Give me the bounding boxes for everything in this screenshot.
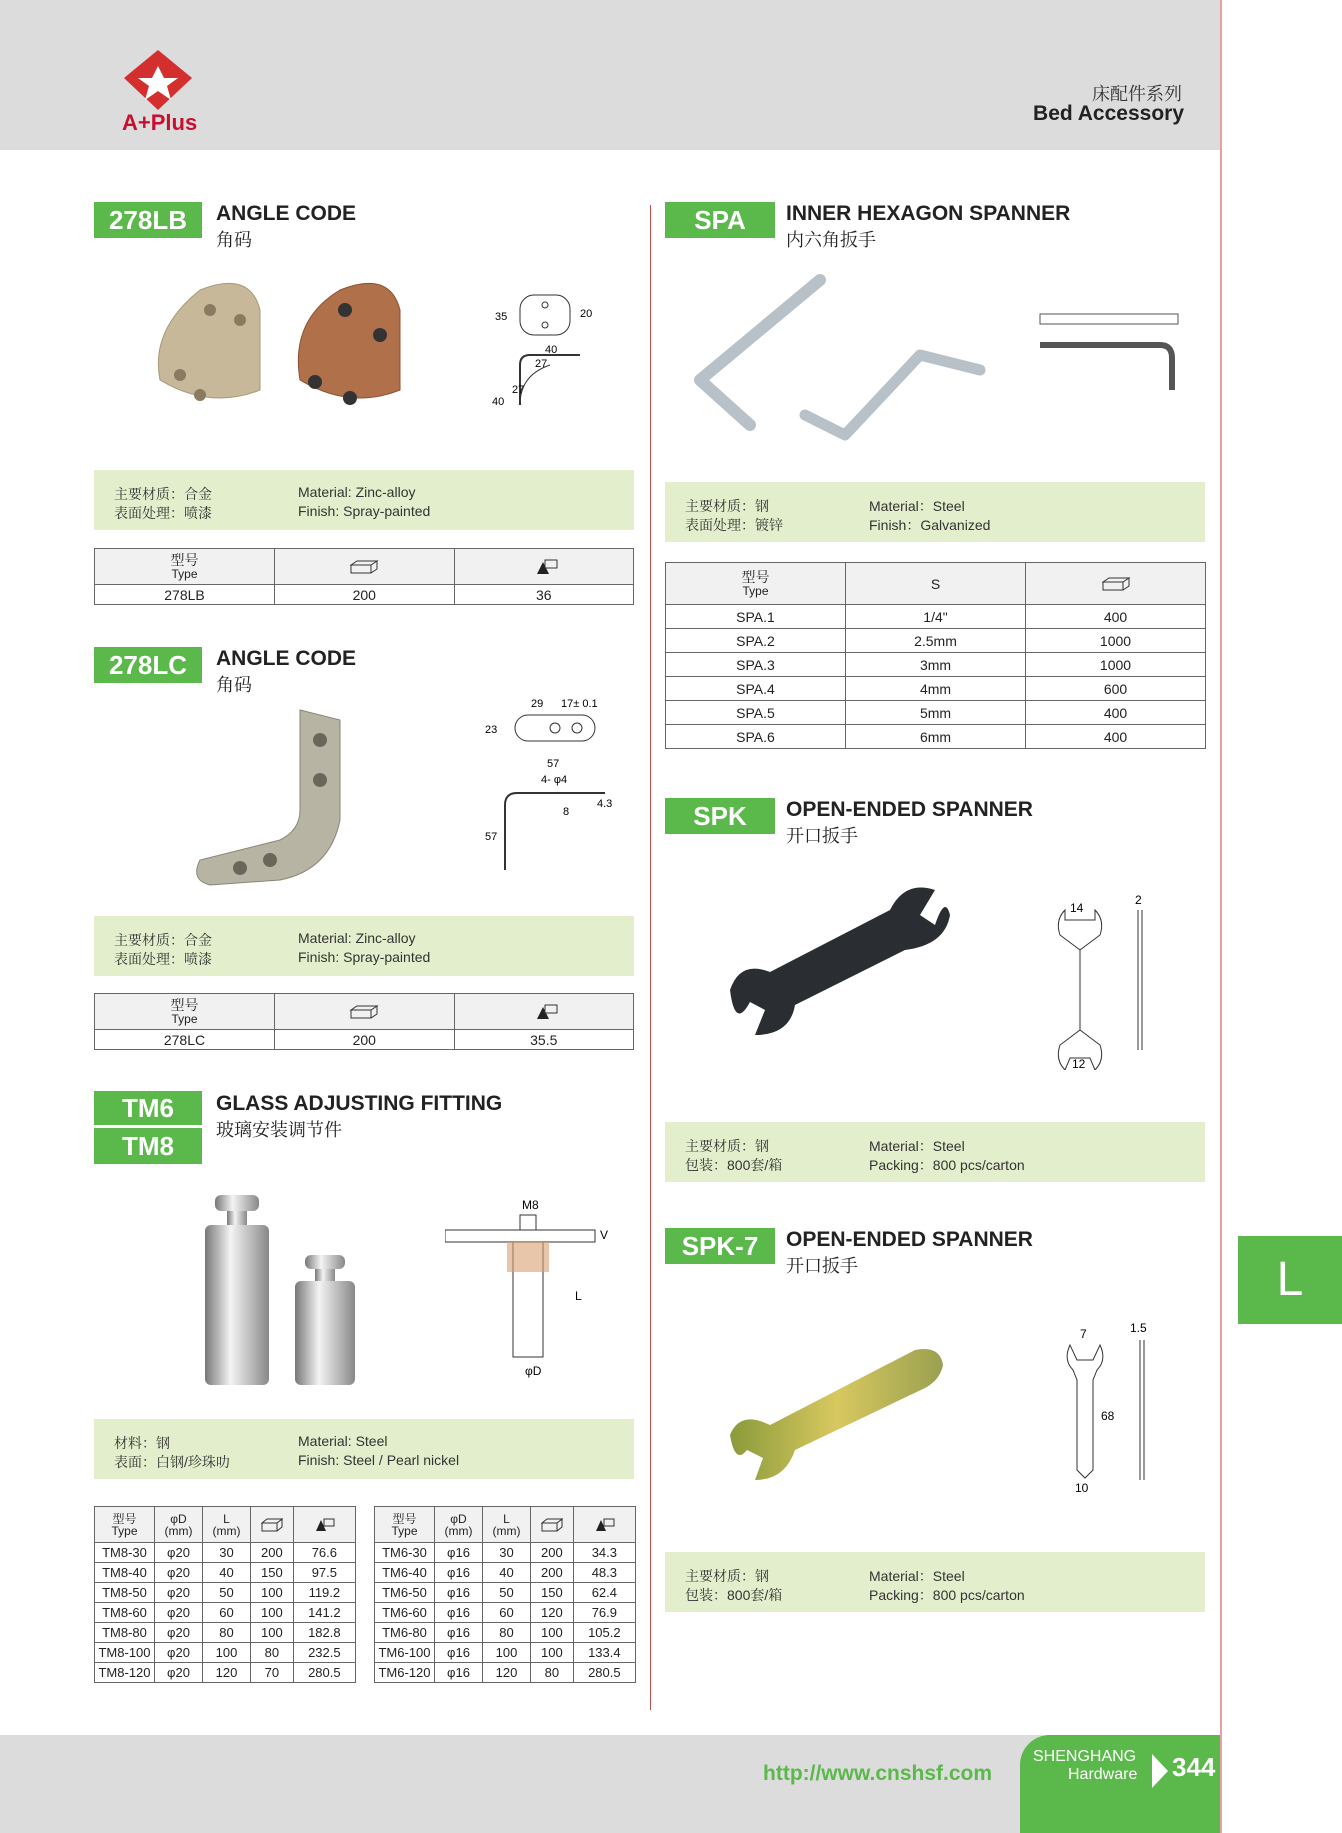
table-cell: 70 [251,1663,294,1683]
table-cell: 48.3 [573,1563,635,1583]
table-cell: TM8-120 [95,1663,155,1683]
table-cell: φ16 [435,1663,483,1683]
spec-finish-en: Finish：Galvanized [869,517,991,533]
table-cell: 97.5 [293,1563,355,1583]
table-row [375,1663,636,1683]
spec-box-tm [94,1419,634,1479]
spec-finish-cn: 表面处理：喷漆 [114,505,212,521]
table-cell: 1000 [1026,653,1206,677]
table-row [666,677,1206,701]
product-title-spa: INNER HEXAGON SPANNER [786,202,1071,225]
table-cell: 100 [483,1643,531,1663]
table-cell: 62.4 [573,1583,635,1603]
table-cell: 100 [203,1643,251,1663]
table-cell: 400 [1026,605,1206,629]
product-code-tm6: TM6 [94,1091,202,1125]
table-cell: TM6-60 [375,1603,435,1623]
col-type-cn: 型号 [170,996,199,1013]
table-cell: 30 [483,1543,531,1563]
table-cell: TM6-30 [375,1543,435,1563]
dim-278lc-1: 29 [531,698,544,710]
table-cell: 182.8 [293,1623,355,1643]
weight-icon [312,1517,336,1533]
table-cell: 100 [251,1583,294,1603]
table-cell: φ20 [155,1543,203,1563]
table-row [666,725,1206,749]
table-row [95,1563,356,1583]
table-cell: φ16 [435,1563,483,1583]
table-tm8 [94,1506,356,1683]
table-cell: SPA.3 [666,653,846,677]
table-cell: 400 [1026,725,1206,749]
spec-finish-en: Finish: Spray-painted [298,949,431,965]
spec-material-cn: 主要材质：钢 [685,1568,769,1584]
table-cell: φ20 [155,1603,203,1623]
dim-tm-m8: M8 [522,1198,539,1212]
dim-278lc-2: 17± 0.1 [561,698,598,710]
spec-packing-cn: 包装：800套/箱 [685,1587,783,1603]
table-cell: 600 [1026,677,1206,701]
table-cell: TM8-30 [95,1543,155,1563]
table-cell: φ16 [435,1623,483,1643]
table-cell: TM8-60 [95,1603,155,1623]
table-cell: SPA.1 [666,605,846,629]
dim-spk7-1: 7 [1080,1327,1087,1341]
col-type-en: Type [742,583,769,598]
col-d-unit: (mm) [164,1523,193,1538]
table-cell: 3mm [846,653,1026,677]
table-cell: 100 [251,1623,294,1643]
table-row [375,1603,636,1623]
table-cell: 80 [251,1643,294,1663]
col-l-unit: (mm) [212,1523,241,1538]
spec-packing-cn: 包装：800套/箱 [685,1157,783,1173]
dim-278lc-8: 57 [485,831,498,843]
section-tab-l: L [1238,1236,1342,1324]
angle-code-drawing [490,285,610,435]
table-cell: 1/4" [846,605,1026,629]
table-cell: 35.5 [454,1030,634,1050]
table-row [95,1623,356,1643]
dim-278lc-5: 4- φ4 [541,774,568,786]
table-cell: 36 [454,585,634,605]
spec-box-spa [665,482,1205,542]
table-cell: 5mm [846,701,1026,725]
spec-box-278lc [94,916,634,976]
table-spa [665,562,1206,749]
col-type-en: Type [171,566,198,581]
table-cell: SPA.4 [666,677,846,701]
spec-material-cn: 主要材质：钢 [685,1138,769,1154]
table-row [666,605,1206,629]
table-cell: 40 [483,1563,531,1583]
table-cell: 141.2 [293,1603,355,1623]
table-cell: 120 [483,1663,531,1683]
table-cell: φ20 [155,1583,203,1603]
dim-spk7-3: 68 [1101,1409,1115,1423]
product-code-spk7: SPK-7 [665,1228,775,1264]
table-cell: TM6-120 [375,1663,435,1683]
product-title-278lb: ANGLE CODE [216,202,357,225]
carton-icon [349,1004,379,1020]
table-cell: φ16 [435,1583,483,1603]
spec-material-en: Material: Zinc-alloy [298,484,416,500]
dim-spk7-2: 1.5 [1130,1321,1147,1335]
col-type-en: Type [111,1523,138,1538]
product-code-spa: SPA [665,202,775,238]
product-code-tm8: TM8 [94,1128,202,1164]
spec-finish-cn: 表面处理：喷漆 [114,951,212,967]
spec-material-cn: 主要材质：钢 [685,498,769,514]
table-cell: SPA.6 [666,725,846,749]
table-cell: 80 [531,1663,574,1683]
product-title-cn-spk7: 开口扳手 [786,1256,858,1276]
table-cell: φ16 [435,1603,483,1623]
product-title-cn-tm: 玻璃安装调节件 [216,1120,342,1140]
dim-spk-2: 2 [1135,893,1142,907]
page-number: 344 [1172,1752,1216,1782]
col-d: φD [170,1511,187,1526]
spec-material-cn: 材料：钢 [114,1435,170,1451]
brand-name: SHENGHANG [1033,1748,1137,1765]
table-cell: 120 [203,1663,251,1683]
table-cell: 150 [531,1583,574,1603]
table-cell: TM8-100 [95,1643,155,1663]
glass-fitting-photo [195,1195,375,1395]
spec-material-cn: 主要材质：合金 [114,932,212,948]
table-cell: 4mm [846,677,1026,701]
table-cell: 120 [531,1603,574,1623]
table-cell: 60 [483,1603,531,1623]
product-code-278lb: 278LB [94,202,202,238]
spec-material-en: Material：Steel [869,1568,965,1584]
table-cell: 30 [203,1543,251,1563]
product-title-cn-spa: 内六角扳手 [786,230,876,250]
table-cell: SPA.2 [666,629,846,653]
carton-icon [349,559,379,575]
product-code-278lc: 278LC [94,647,202,683]
spec-material-en: Material：Steel [869,498,965,514]
spec-finish-cn: 表面处理：镀锌 [685,517,783,533]
table-cell: 133.4 [573,1643,635,1663]
dim-278lc-3: 23 [485,724,498,736]
column-divider [650,205,651,1710]
table-cell: TM8-50 [95,1583,155,1603]
table-cell: 80 [483,1623,531,1643]
table-cell: φ20 [155,1623,203,1643]
table-278lc [94,993,634,1050]
spec-box-spk7 [665,1552,1205,1612]
brand-subname: Hardware [1068,1766,1138,1783]
dim-278lc-7: 8 [563,806,570,818]
table-row [95,1663,356,1683]
table-row [666,653,1206,677]
logo-text: A+Plus [122,110,198,135]
dim-spk7-4: 10 [1075,1481,1089,1495]
table-tm6 [374,1506,636,1683]
table-row [375,1623,636,1643]
table-cell: TM6-80 [375,1623,435,1643]
dim-278lb-2: 20 [580,308,593,320]
table-cell: 400 [1026,701,1206,725]
table-row [95,1603,356,1623]
table-cell: 50 [203,1583,251,1603]
table-row [375,1563,636,1583]
angle-bracket-photo [180,700,380,900]
carton-icon [1101,576,1131,592]
table-cell: 100 [531,1643,574,1663]
table-cell: φ20 [155,1563,203,1583]
table-cell: TM6-100 [375,1643,435,1663]
margin-line [1220,0,1222,1833]
table-row [666,701,1206,725]
product-title-278lc: ANGLE CODE [216,647,357,670]
table-cell: 232.5 [293,1643,355,1663]
col-l: L [503,1511,510,1526]
table-cell: φ20 [155,1663,203,1683]
table-cell: 2.5mm [846,629,1026,653]
table-cell: 100 [531,1623,574,1643]
spec-packing-en: Packing：800 pcs/carton [869,1587,1025,1603]
spec-packing-en: Packing：800 pcs/carton [869,1157,1025,1173]
col-type-en: Type [391,1523,418,1538]
table-cell: 6mm [846,725,1026,749]
table-cell: 150 [251,1563,294,1583]
product-title-cn-spk: 开口扳手 [786,826,858,846]
table-row [375,1583,636,1603]
col-type-cn: 型号 [741,568,770,585]
table-cell: 200 [531,1543,574,1563]
table-cell: TM6-40 [375,1563,435,1583]
dim-tm-d: φD [525,1364,542,1378]
dim-278lb-4: 27 [535,358,548,370]
product-code-spk: SPK [665,798,775,834]
table-cell: 50 [483,1583,531,1603]
col-type-cn: 型号 [112,1511,137,1526]
open-ended-spanner-drawing [1040,890,1160,1070]
spec-finish-en: Finish: Steel / Pearl nickel [298,1452,460,1468]
table-row [95,1643,356,1663]
table-cell: 278LB [95,585,275,605]
spk7-spanner-photo [725,1340,955,1490]
spec-material-en: Material: Zinc-alloy [298,930,416,946]
table-cell: 80 [203,1623,251,1643]
category-cn: 床配件系列 [1092,84,1182,104]
table-278lb [94,548,634,605]
table-cell: 200 [275,585,455,605]
spec-material-en: Material：Steel [869,1138,965,1154]
table-cell: 200 [275,1030,455,1050]
table-cell: TM8-40 [95,1563,155,1583]
table-cell: 76.9 [573,1603,635,1623]
col-type-en: Type [171,1011,198,1026]
table-cell: SPA.5 [666,701,846,725]
table-cell: 60 [203,1603,251,1623]
dim-278lb-5: 27 [512,384,525,396]
col-type-cn: 型号 [170,551,199,568]
table-cell: 76.6 [293,1543,355,1563]
open-ended-spanner-photo [720,860,960,1040]
dim-278lc-4: 57 [547,758,560,770]
table-cell: φ16 [435,1543,483,1563]
arrow-icon [1152,1754,1168,1788]
table-cell: 278LC [95,1030,275,1050]
weight-icon [529,558,559,576]
table-cell: φ20 [155,1643,203,1663]
category-en: Bed Accessory [1033,102,1184,125]
table-cell: TM8-80 [95,1623,155,1643]
weight-icon [592,1517,616,1533]
table-cell: 280.5 [573,1663,635,1683]
website-link[interactable]: http://www.cnshsf.com [763,1762,993,1785]
spk7-spanner-drawing [1055,1320,1155,1495]
product-title-spk7: OPEN-ENDED SPANNER [786,1228,1033,1251]
table-cell: 34.3 [573,1543,635,1563]
dim-278lb-6: 40 [492,396,505,408]
dim-spk-3: 12 [1072,1057,1086,1070]
carton-icon [261,1518,283,1532]
col-l: L [223,1511,230,1526]
glass-fitting-drawing [445,1195,615,1385]
dim-278lc-6: 4.3 [597,798,613,810]
product-title-cn-278lb: 角码 [216,230,252,250]
spec-box-278lb [94,470,634,530]
table-row [95,1543,356,1563]
table-cell: 100 [251,1603,294,1623]
table-cell: 1000 [1026,629,1206,653]
spec-finish-en: Finish: Spray-painted [298,503,431,519]
table-cell: 200 [531,1563,574,1583]
angle-bracket-drawing [485,695,625,885]
table-cell: φ16 [435,1643,483,1663]
table-cell: 200 [251,1543,294,1563]
table-row [375,1543,636,1563]
table-cell: 119.2 [293,1583,355,1603]
carton-icon [541,1518,563,1532]
dim-tm-v: V [600,1228,609,1242]
col-s: S [846,563,1026,605]
table-row [95,1583,356,1603]
table-cell: TM6-50 [375,1583,435,1603]
col-type-cn: 型号 [392,1511,417,1526]
dim-278lb-1: 35 [495,311,508,323]
spec-finish-cn: 表面：白钢/珍珠叻 [114,1454,230,1470]
spec-material-cn: 主要材质：合金 [114,486,212,502]
table-cell: 40 [203,1563,251,1583]
product-title-tm: GLASS ADJUSTING FITTING [216,1092,503,1115]
col-d-unit: (mm) [444,1523,473,1538]
table-cell: 280.5 [293,1663,355,1683]
spec-material-en: Material: Steel [298,1433,388,1449]
weight-icon [529,1003,559,1021]
dim-278lb-3: 40 [545,344,558,356]
dim-tm-l: L [575,1289,582,1303]
hex-spanner-photo [680,270,1220,450]
dim-spk-1: 14 [1070,901,1084,915]
spec-box-spk [665,1122,1205,1182]
product-title-cn-278lc: 角码 [216,675,252,695]
col-d: φD [450,1511,467,1526]
table-row [375,1643,636,1663]
angle-code-photo [140,270,420,430]
table-cell: 105.2 [573,1623,635,1643]
product-title-spk: OPEN-ENDED SPANNER [786,798,1033,821]
table-row [666,629,1206,653]
col-l-unit: (mm) [492,1523,521,1538]
